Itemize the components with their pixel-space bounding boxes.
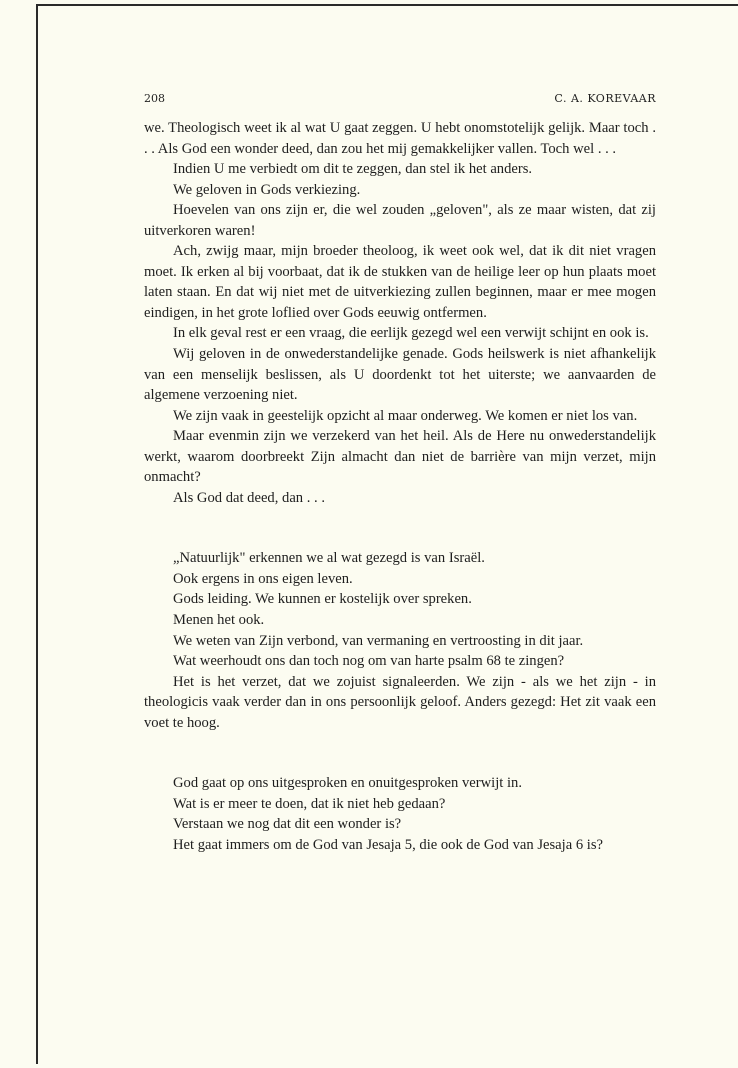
paragraph: Als God dat deed, dan . . . bbox=[173, 489, 325, 506]
body-text bbox=[144, 118, 656, 856]
running-head: C. A. KOREVAAR bbox=[554, 92, 656, 105]
paragraph: In elk geval rest er een vraag, die eerlijk gezegd wel een verwijt schijnt en ook is. bbox=[173, 325, 649, 342]
section-gap bbox=[144, 733, 656, 753]
paragraph: God gaat op ons uitgesproken en onuitgesproken verwijt in. bbox=[173, 775, 522, 792]
paragraph: Wij geloven in de onwederstandelijke genade. Gods heilswerk is niet afhankelijk van een menselijk beslissen, als U doordenkt tot het uiterste; we aanvaarden de algemene verzoening niet. bbox=[144, 346, 656, 404]
paragraph: We geloven in Gods verkiezing. bbox=[173, 181, 361, 198]
paragraph: Ach, zwijg maar, mijn broeder theoloog, ik weet ook wel, dat ik dit niet vragen moet. Ik erken al bij voorbaat, dat ik de stukken van de heilige leer op hun plaats moet laten staan. En dat wij niet met de uitverkiezing zullen beginnen, maar er mee mogen eindigen, in het grote loflied over Gods eeuwig ontfermen. bbox=[144, 243, 656, 321]
paragraph: Verstaan we nog dat dit een wonder is? bbox=[173, 816, 402, 833]
paragraph: Maar evenmin zijn we verzekerd van het heil. Als de Here nu onwederstandelijk werkt, waarom doorbreekt Zijn almacht dan niet de barrière van mijn verzet, mijn onmacht? bbox=[144, 428, 656, 486]
section-gap bbox=[144, 508, 656, 528]
paragraph: Het is het verzet, dat we zojuist signaleerden. We zijn - als we het zijn - in theologicis vaak verder dan in ons persoonlijk geloof. Anders gezegd: Het zit vaak een voet te hoog. bbox=[144, 673, 656, 731]
paragraph: Wat weerhoudt ons dan toch nog om van harte psalm 68 te zingen? bbox=[173, 653, 565, 670]
section-gap bbox=[144, 528, 656, 548]
paragraph: Het gaat immers om de God van Jesaja 5, die ook de God van Jesaja 6 is? bbox=[173, 836, 603, 853]
paragraph: Ook ergens in ons eigen leven. bbox=[173, 570, 353, 587]
page-number: 208 bbox=[144, 92, 165, 105]
paragraph: Hoevelen van ons zijn er, die wel zouden „geloven", als ze maar wisten, dat zij uitverkoren waren! bbox=[144, 202, 656, 239]
paragraph: Wat is er meer te doen, dat ik niet heb gedaan? bbox=[173, 795, 446, 812]
paragraph: we. Theologisch weet ik al wat U gaat zeggen. U hebt onomstotelijk gelijk. Maar toch . . . Als God een wonder deed, dan zou het mij gemakkelijker vallen. Toch wel . . . bbox=[144, 120, 656, 157]
page-header bbox=[144, 92, 656, 110]
paragraph: We weten van Zijn verbond, van vermaning en vertroosting in dit jaar. bbox=[173, 632, 584, 649]
paragraph: „Natuurlijk" erkennen we al wat gezegd is van Israël. bbox=[173, 550, 485, 567]
paragraph: Menen het ook. bbox=[173, 612, 265, 629]
paragraph: We zijn vaak in geestelijk opzicht al maar onderweg. We komen er niet los van. bbox=[173, 407, 638, 424]
paragraph: Gods leiding. We kunnen er kostelijk over spreken. bbox=[173, 591, 472, 608]
section-gap bbox=[144, 753, 656, 773]
paragraph: Indien U me verbiedt om dit te zeggen, dan stel ik het anders. bbox=[173, 161, 533, 178]
page-top-border bbox=[36, 4, 738, 6]
page-left-border bbox=[36, 4, 38, 1064]
